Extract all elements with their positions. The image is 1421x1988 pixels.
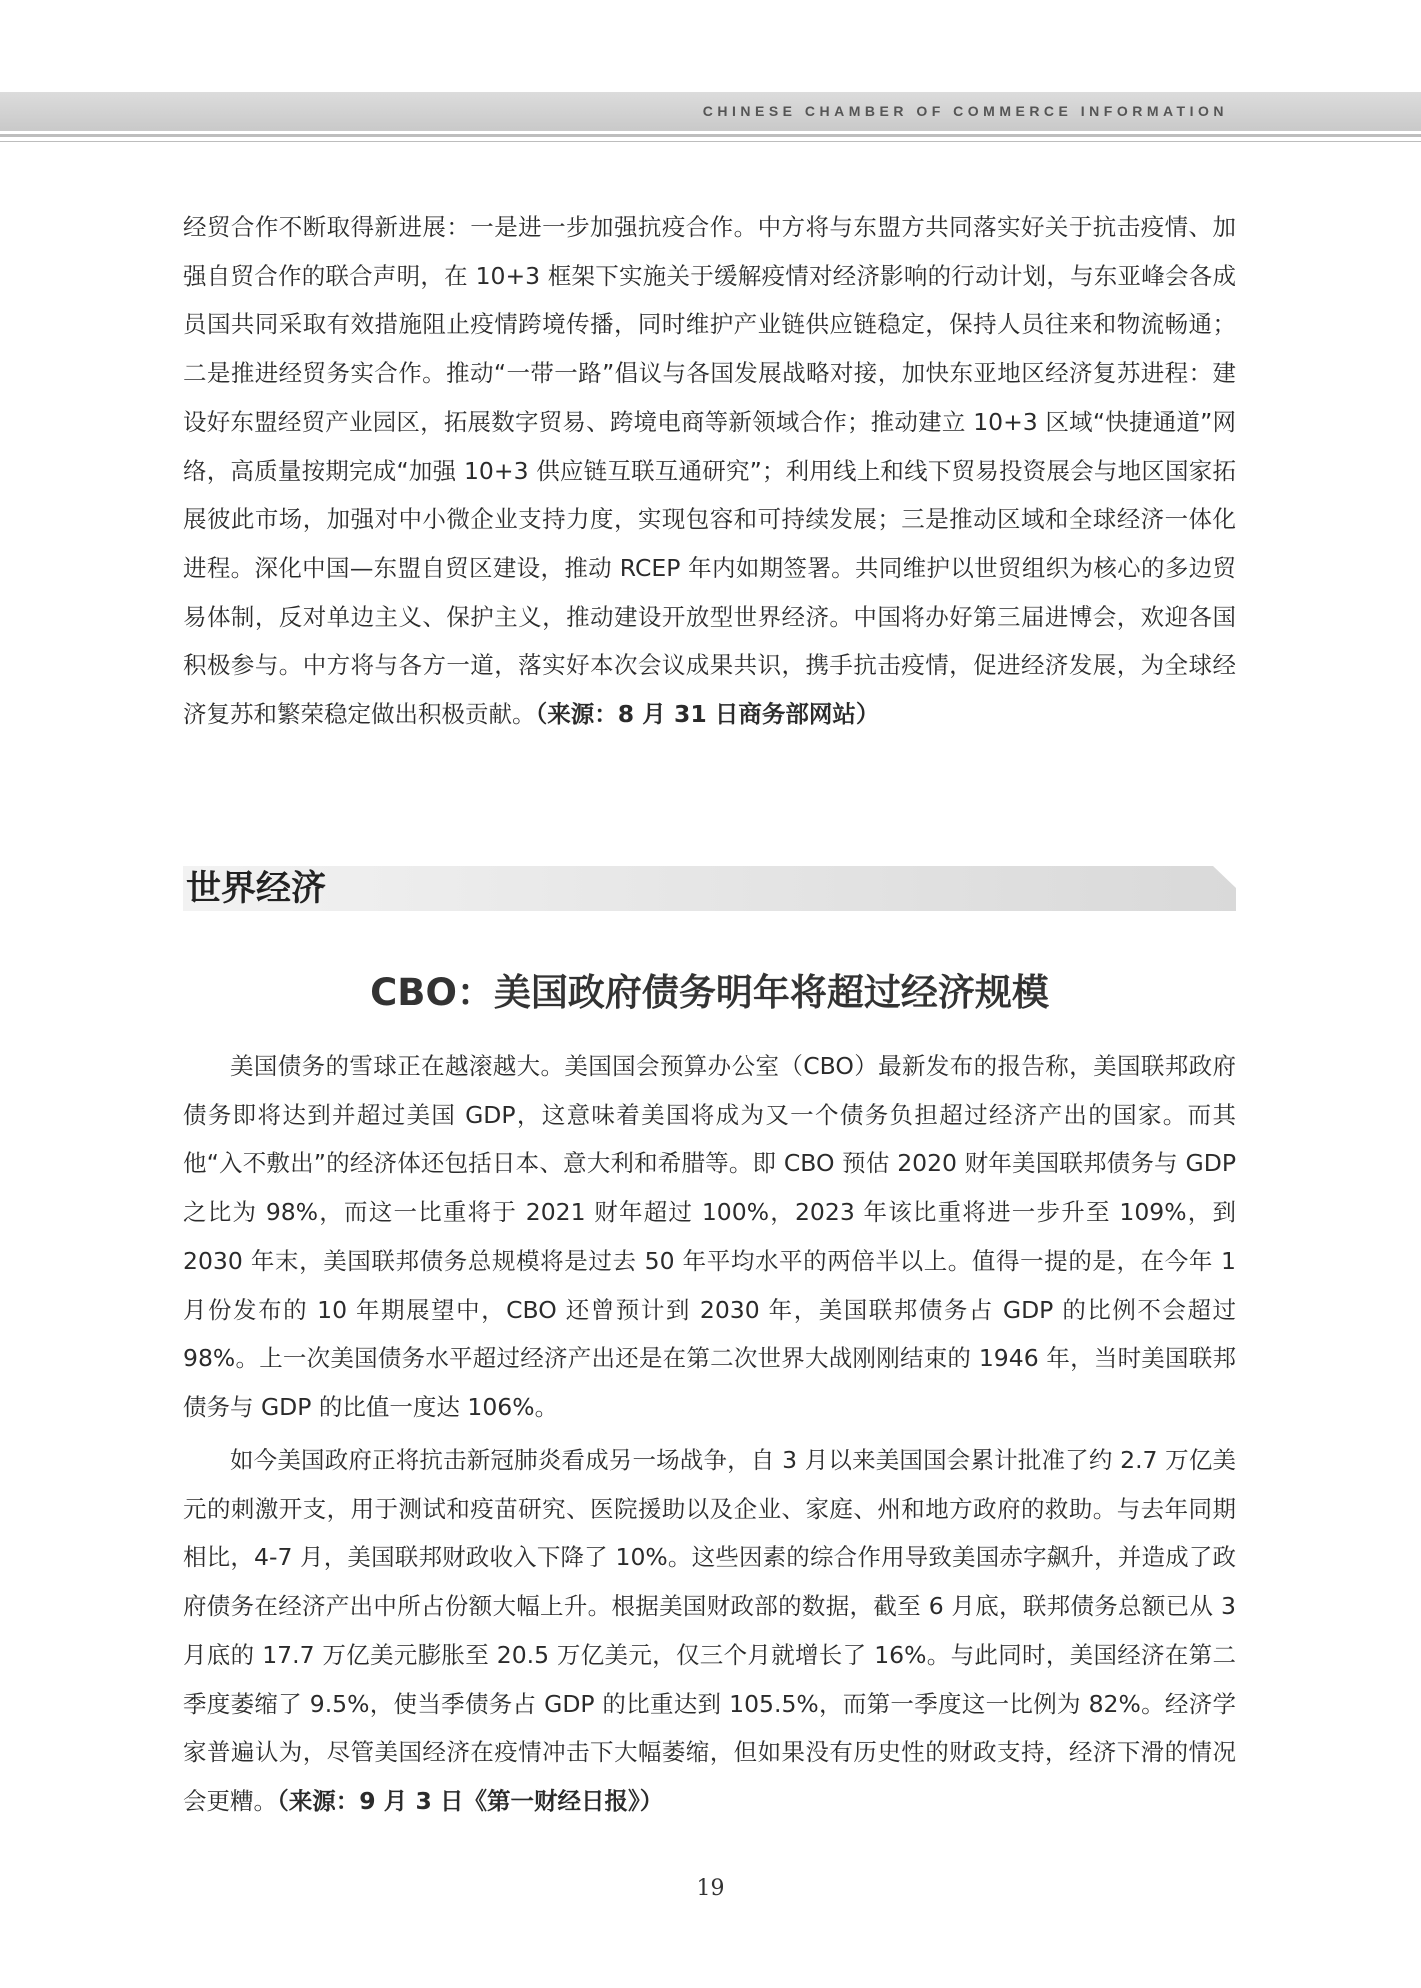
header-rule [0,134,1421,137]
page-number: 19 [696,1876,725,1901]
intro-text: 经贸合作不断取得新进展：一是进一步加强抗疫合作。中方将与东盟方共同落实好关于抗击疫情、加强自贸合作的联合声明，在 10+3 框架下实施关于缓解疫情对经济影响的行动计划，与东亚峰会各成员国共同采取有效措施阻止疫情跨境传播，同时维护产业链供应链稳定，保持人员往来和物流畅通；二是推进经贸务实合作。推动“一带一路”倡议与各国发展战略对接，加快东亚地区经济复苏进程：建设好东盟经贸产业园区，拓展数字贸易、跨境电商等新领域合作；推动建立 10+3 区域“快捷通道”网络，高质量按期完成“加强 10+3 供应链互联互通研究”；利用线上和线下贸易投资展会与地区国家拓展彼此市场，加强对中小微企业支持力度，实现包容和可持续发展；三是推动区域和全球经济一体化进程。深化中国—东盟自贸区建设，推动 RCEP 年内如期签署。共同维护以世贸组织为核心的多边贸易体制，反对单边主义、保护主义，推动建设开放型世界经济。中国将办好第三届进博会，欢迎各国积极参与。中方将与各方一道，落实好本次会议成果共识，携手抗击疫情，促进经济发展，为全球经济复苏和繁荣稳定做出积极贡献。 [183,213,1236,729]
header-rule-thin [0,141,1421,142]
article-paragraph-2-text: 如今美国政府正将抗击新冠肺炎看成另一场战争，自 3 月以来美国国会累计批准了约 2.7 万亿美元的刺激开支，用于测试和疫苗研究、医院援助以及企业、家庭、州和地方政府的救助。与去年同期相比，4-7 月，美国联邦财政收入下降了 10%。这些因素的综合作用导致美国赤字飙升，并造成了政府债务在经济产出中所占份额大幅上升。根据美国财政部的数据，截至 6 月底，联邦债务总额已从 3 月底的 17.7 万亿美元膨胀至 20.5 万亿美元，仅三个月就增长了 16%。与此同时，美国经济在第二季度萎缩了 9.5%，使当季债务占 GDP 的比重达到 105.5%，而第一季度这一比例为 82%。经济学家普遍认为，尽管美国经济在疫情冲击下大幅萎缩，但如果没有历史性的财政支持，经济下滑的情况会更糟。 [183,1446,1236,1815]
article-paragraph-2 [183,1436,1236,1826]
intro-paragraph [183,203,1236,739]
intro-source: （来源：8 月 31 日商务部网站） [535,700,880,729]
article-source: （来源：9 月 3 日《第一财经日报》） [277,1786,664,1815]
article-paragraph-1: 美国债务的雪球正在越滚越大。美国国会预算办公室（CBO）最新发布的报告称，美国联邦政府债务即将达到并超过美国 GDP，这意味着美国将成为又一个债务负担超过经济产出的国家。而其他“入不敷出”的经济体还包括日本、意大利和希腊等。即 CBO 预估 2020 财年美国联邦债务与 GDP 之比为 98%，而这一比重将于 2021 财年超过 100%，2023 年该比重将进一步升至 109%，到 2030 年末，美国联邦债务总规模将是过去 50 年平均水平的两倍半以上。值得一提的是，在今年 1 月份发布的 10 年期展望中，CBO 还曾预计到 2030 年，美国联邦债务占 GDP 的比例不会超过 98%。上一次美国债务水平超过经济产出还是在第二次世界大战刚刚结束的 1946 年，当时美国联邦债务与 GDP 的比值一度达 106%。 [183,1052,1236,1421]
article-title: CBO：美国政府债务明年将超过经济规模 [370,971,1049,1014]
section-title: 世界经济 [186,868,327,909]
section-bar [183,866,1236,911]
running-header: CHINESE CHAMBER OF COMMERCE INFORMATION [702,103,1228,119]
